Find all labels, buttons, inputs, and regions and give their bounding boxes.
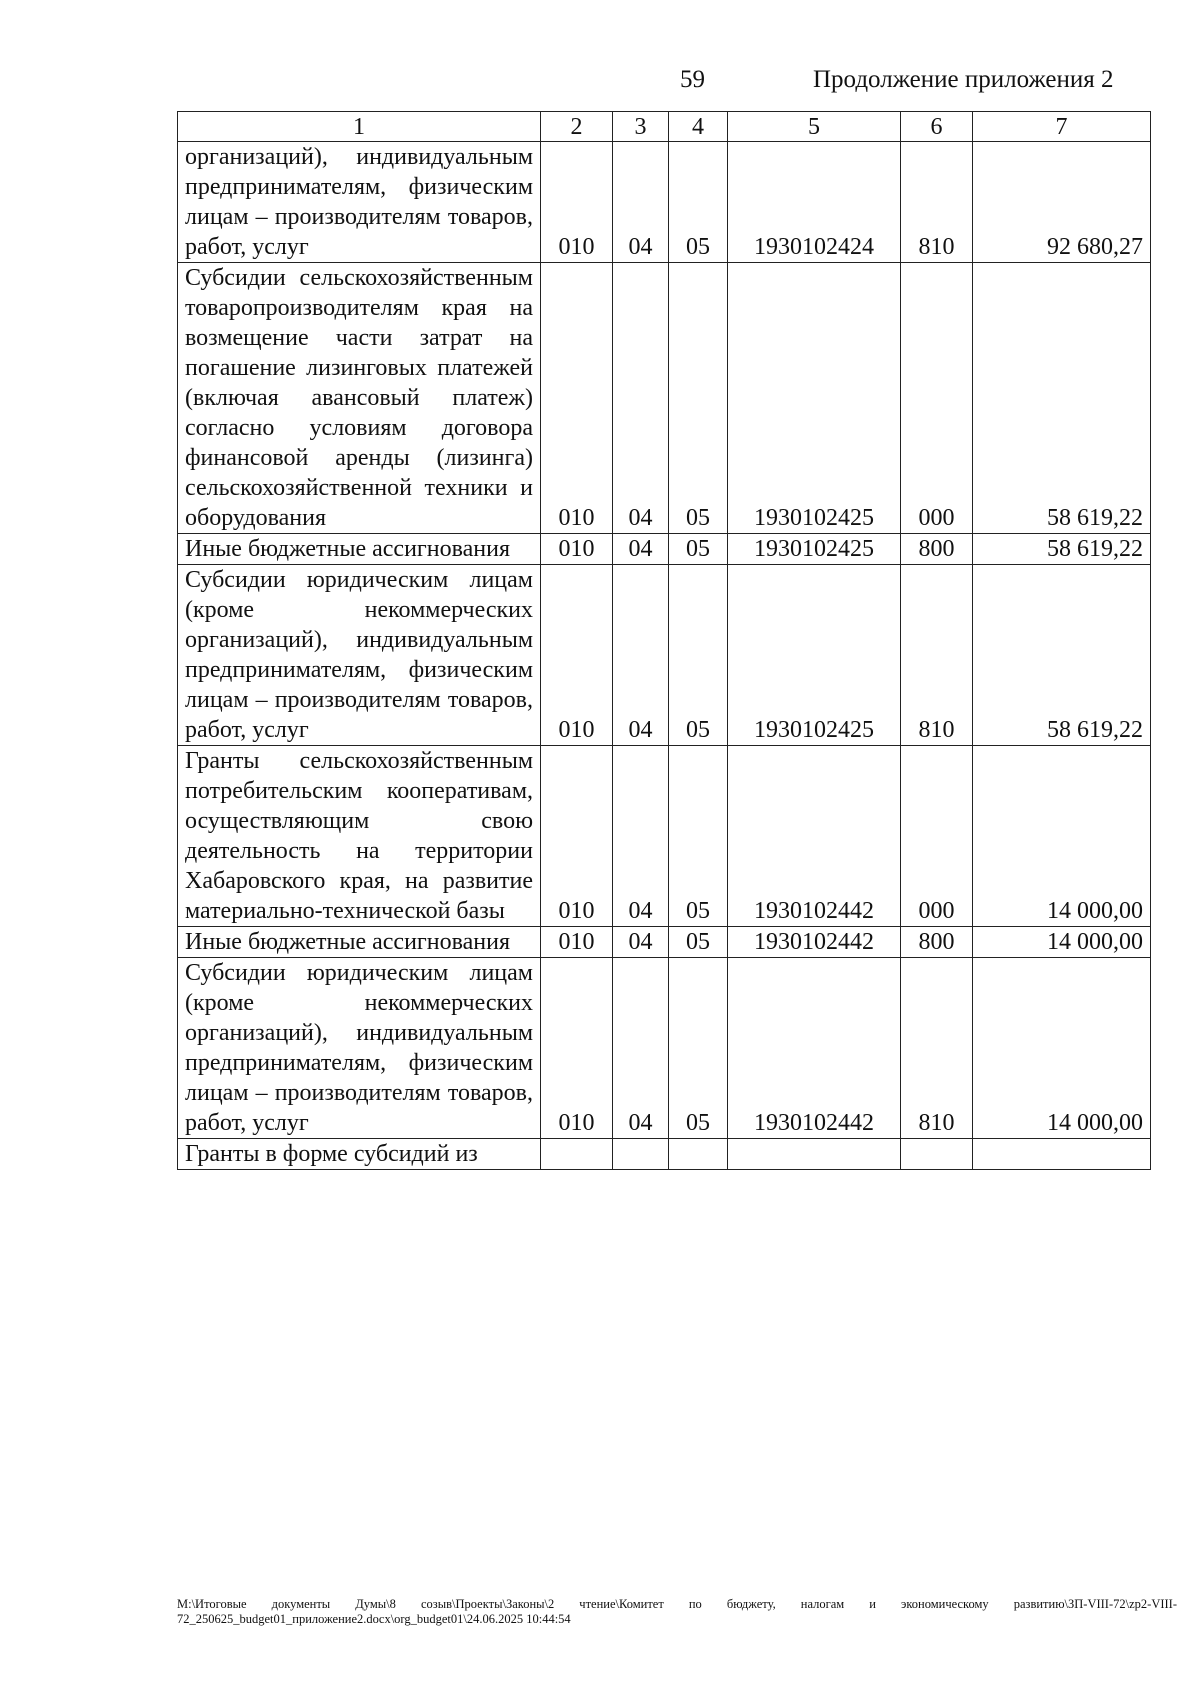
- cell-amount: 14 000,00: [973, 746, 1151, 927]
- cell-section: 04: [613, 142, 669, 263]
- cell-expense-type: 810: [901, 958, 973, 1139]
- cell-section: 04: [613, 565, 669, 746]
- page-number: 59: [680, 66, 705, 93]
- cell-target-article: 1930102424: [728, 142, 901, 263]
- column-header: 1: [178, 112, 541, 142]
- cell-code: 010: [541, 142, 613, 263]
- cell-target-article: 1930102442: [728, 746, 901, 927]
- row-description: Иные бюджетные ассигнования: [178, 534, 541, 565]
- cell-code: 010: [541, 534, 613, 565]
- column-header: 6: [901, 112, 973, 142]
- cell-target-article: 1930102425: [728, 263, 901, 534]
- cell-expense-type: 810: [901, 565, 973, 746]
- table-row: [178, 927, 1151, 958]
- table-row: [178, 746, 1151, 927]
- cell-section: 04: [613, 958, 669, 1139]
- column-header: 5: [728, 112, 901, 142]
- cell-expense-type: 810: [901, 142, 973, 263]
- cell-target-article: 1930102442: [728, 927, 901, 958]
- cell-amount: 14 000,00: [973, 958, 1151, 1139]
- cell-amount: [973, 1139, 1151, 1170]
- column-header: 2: [541, 112, 613, 142]
- table-row: [178, 142, 1151, 263]
- cell-section: 04: [613, 746, 669, 927]
- cell-section: [613, 1139, 669, 1170]
- cell-section: 04: [613, 534, 669, 565]
- row-description: Гранты в форме субсидий из: [178, 1139, 541, 1170]
- row-description: организаций), индивидуальным предпринимателям, физическим лицам – производителям товаров, работ, услуг: [178, 142, 541, 263]
- cell-subsection: 05: [669, 263, 728, 534]
- cell-amount: 58 619,22: [973, 534, 1151, 565]
- cell-subsection: 05: [669, 142, 728, 263]
- row-description: Субсидии юридическим лицам (кроме некоммерческих организаций), индивидуальным предпринимателям, физическим лицам – производителям товаров, работ, услуг: [178, 565, 541, 746]
- cell-expense-type: 800: [901, 927, 973, 958]
- cell-amount: 14 000,00: [973, 927, 1151, 958]
- row-description: Субсидии сельскохозяйственным товаропроизводителям края на возмещение части затрат на погашение лизинговых платежей (включая авансовый платеж) согласно условиям договора финансовой аренды (лизинга) сельскохозяйственной техники и оборудования: [178, 263, 541, 534]
- cell-subsection: 05: [669, 927, 728, 958]
- cell-expense-type: 800: [901, 534, 973, 565]
- row-description: Иные бюджетные ассигнования: [178, 927, 541, 958]
- continuation-label: Продолжение приложения 2: [813, 66, 1114, 93]
- table-row: [178, 565, 1151, 746]
- table-row: [178, 1139, 1151, 1170]
- cell-amount: 92 680,27: [973, 142, 1151, 263]
- cell-code: 010: [541, 746, 613, 927]
- cell-subsection: 05: [669, 958, 728, 1139]
- cell-subsection: [669, 1139, 728, 1170]
- cell-target-article: 1930102442: [728, 958, 901, 1139]
- cell-code: 010: [541, 263, 613, 534]
- row-description: Гранты сельскохозяйственным потребительским кооперативам, осуществляющим свою деятельность на территории Хабаровского края, на развитие материально-технической базы: [178, 746, 541, 927]
- column-header: 4: [669, 112, 728, 142]
- cell-code: 010: [541, 927, 613, 958]
- cell-amount: 58 619,22: [973, 263, 1151, 534]
- cell-section: 04: [613, 263, 669, 534]
- budget-table: [177, 111, 1151, 1170]
- cell-target-article: 1930102425: [728, 534, 901, 565]
- cell-subsection: 05: [669, 565, 728, 746]
- cell-code: 010: [541, 958, 613, 1139]
- cell-expense-type: [901, 1139, 973, 1170]
- cell-section: 04: [613, 927, 669, 958]
- row-description: Субсидии юридическим лицам (кроме некоммерческих организаций), индивидуальным предпринимателям, физическим лицам – производителям товаров, работ, услуг: [178, 958, 541, 1139]
- table-row: [178, 534, 1151, 565]
- cell-code: [541, 1139, 613, 1170]
- table-header-row: [178, 112, 1151, 142]
- cell-code: 010: [541, 565, 613, 746]
- column-header: 7: [973, 112, 1151, 142]
- cell-target-article: [728, 1139, 901, 1170]
- cell-expense-type: 000: [901, 263, 973, 534]
- document-path-footer: M:\Итоговые документы Думы\8 созыв\Проекты\Законы\2 чтение\Комитет по бюджету, налогам и экономическому развитию\ЗП-VIII-72\zp2-VIII-72_250625_budget01_приложение2.docx\org_budget01\24.06.2025 10:44:54: [177, 1597, 1177, 1626]
- column-header: 3: [613, 112, 669, 142]
- cell-target-article: 1930102425: [728, 565, 901, 746]
- table-row: [178, 958, 1151, 1139]
- cell-subsection: 05: [669, 746, 728, 927]
- table-row: [178, 263, 1151, 534]
- cell-expense-type: 000: [901, 746, 973, 927]
- cell-subsection: 05: [669, 534, 728, 565]
- cell-amount: 58 619,22: [973, 565, 1151, 746]
